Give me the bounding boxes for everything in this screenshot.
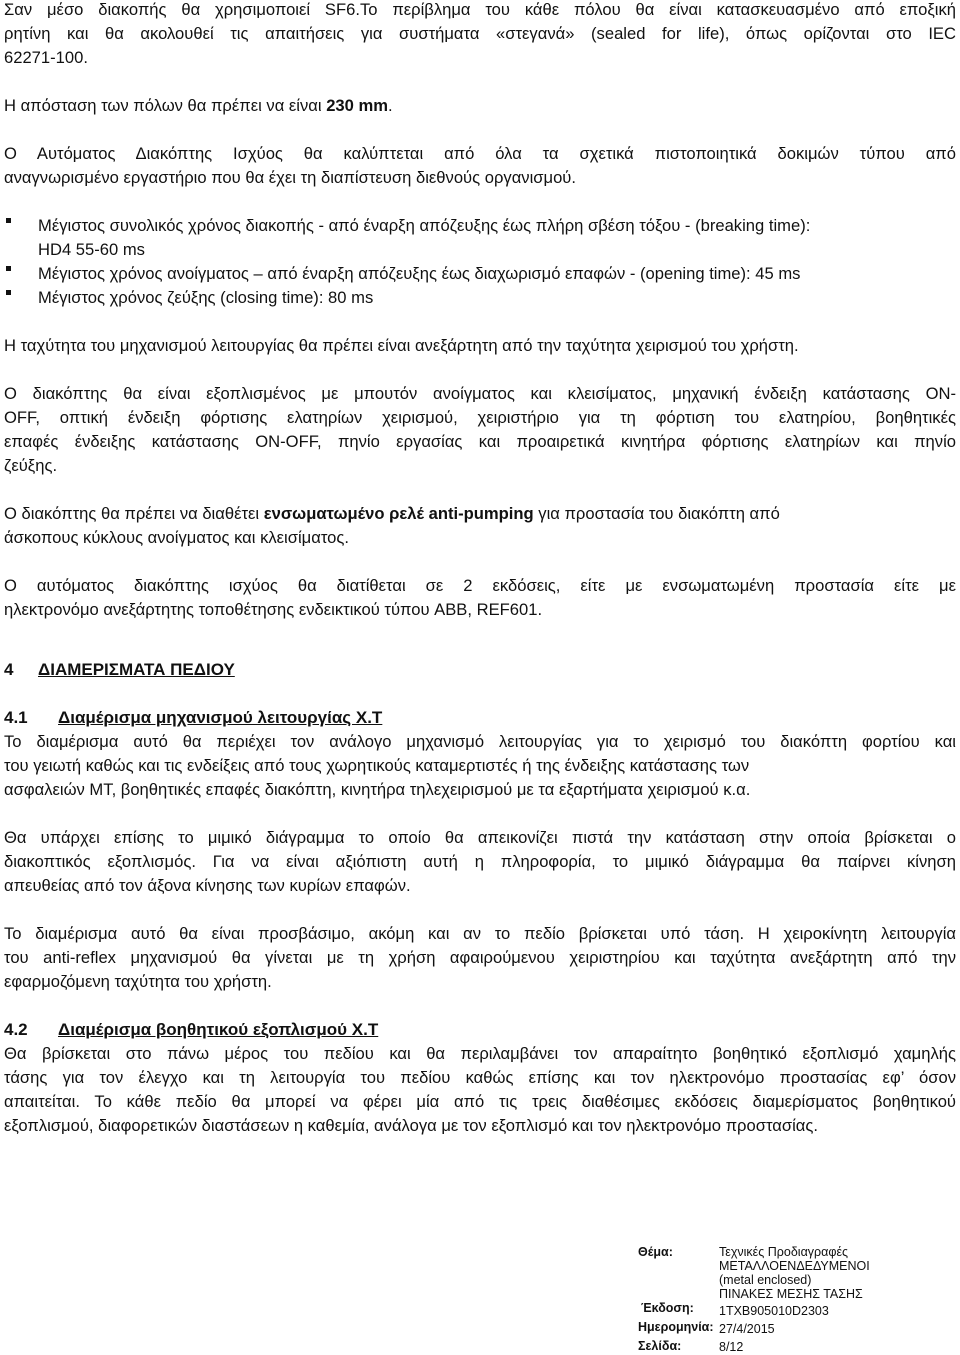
section-4-number: 4 bbox=[4, 660, 14, 679]
section-4-1-para1-line-1: Το διαμέρισμα αυτό θα περιέχει τον ανάλογο μηχανισμό λειτουργίας για το χειρισμό του διακόπτη φορτίου και bbox=[4, 732, 956, 751]
section-4-1-para2-line-2: διακοπτικός εξοπλισμός. Για να είναι αξιόπιστη αυτή η πληροφορία, το μιμικό διάγραμμα θα παίρνει κίνηση bbox=[4, 852, 956, 871]
footer-edition-value: 1TXB905010D2303 bbox=[719, 1304, 829, 1318]
bullet-breaking-time: Μέγιστος συνολικός χρόνος διακοπής - από έναρξη απόζευξης έως πλήρη σβέση τόξου - (breaking time): bbox=[38, 216, 811, 235]
section-4-1-title bbox=[58, 706, 382, 730]
bullet-marker-1 bbox=[6, 218, 11, 223]
paragraph-sf6-line-3: 62271-100. bbox=[4, 48, 88, 67]
anti-pumping-text-b: για προστασία του διακόπτη από bbox=[533, 504, 780, 523]
section-4-1-para3-line-1: Το διαμέρισμα αυτό θα είναι προσβάσιμο, ακόμη και αν το πεδίο βρίσκεται υπό τάση. Η χειροκίνητη λειτουργία bbox=[4, 924, 956, 943]
paragraph-versions-line-1: Ο αυτόματος διακόπτης ισχύος θα διατίθεται σε 2 εκδόσεις, είτε με ενσωματωμένη προστασία είτε με bbox=[4, 576, 956, 595]
bullet-marker-2 bbox=[6, 266, 11, 271]
footer-edition-label: Έκδοση: bbox=[641, 1301, 694, 1315]
paragraph-equipment-line-3: επαφές ένδειξης κατάστασης ON-OFF, πηνίο εργασίας και προαιρετικά κινητήρα φόρτισης ελατηρίων και πηνίο bbox=[4, 432, 956, 451]
paragraph-pole-distance bbox=[4, 94, 956, 118]
paragraph-equipment-line-2: OFF, οπτική ένδειξη φόρτισης ελατηρίων χειρισμού, χειριστήριο για τη φόρτιση του ελατηρίου, βοηθητικές bbox=[4, 408, 956, 427]
section-4-1-para2-line-1: Θα υπάρχει επίσης το μιμικό διάγραμμα το οποίο θα απεικονίζει πιστά την κατάσταση στην οποία βρίσκεται ο bbox=[4, 828, 956, 847]
paragraph-anti-pumping-line-1 bbox=[4, 502, 956, 526]
pole-distance-end: . bbox=[388, 96, 393, 115]
section-4-1-para3-line-2: του anti-reflex μηχανισμού θα γίνεται με τη χρήση αφαιρούμενου χειριστηρίου και ταχύτητα ανεξάρτητη από την bbox=[4, 948, 956, 967]
paragraph-certificates-line-1: Ο Αυτόματος Διακόπτης Ισχύος θα καλύπτεται από όλα τα σχετικά πιστοποιητικά δοκιμών τύπου από bbox=[4, 144, 956, 163]
section-4-title-text: ΔΙΑΜΕΡΙΣΜΑΤΑ ΠΕΔΙΟΥ bbox=[38, 660, 235, 679]
pole-distance-text: Η απόσταση των πόλων θα πρέπει να είναι bbox=[4, 96, 327, 115]
section-4-1-para1-line-2: του γειωτή καθώς και τις ενδείξεις από τους χωρητικούς καταμερτιστές ή της ένδειξης κατάστασης των bbox=[4, 756, 750, 775]
paragraph-sf6-line-1: Σαν μέσο διακοπής θα χρησιμοποιεί SF6.Το περίβλημα του κάθε πόλου θα είναι κατασκευασμένο από εποξική bbox=[4, 0, 956, 19]
section-4-1-number: 4.1 bbox=[4, 708, 28, 727]
bullet-breaking-time-value: HD4 55-60 ms bbox=[38, 240, 145, 259]
anti-pumping-bold: ενσωματωμένο ρελέ anti-pumping bbox=[263, 504, 534, 523]
section-4-1-para2-line-3: απευθείας από τον άξονα κίνησης των κυρίων επαφών. bbox=[4, 876, 411, 895]
section-4-2-number: 4.2 bbox=[4, 1020, 28, 1039]
section-4-2-para1-line-4: εξοπλισμού, διαφορετικών διαστάσεων η καθεμία, ανάλογα με τον εξοπλισμό και τον ηλεκτρονόμο προστασίας. bbox=[4, 1116, 818, 1135]
section-4-2-title-text: Διαμέρισμα βοηθητικού εξοπλισμού Χ.Τ bbox=[58, 1020, 379, 1039]
section-4-1-para3-line-3: εφαρμοζόμενη ταχύτητα του χρήστη. bbox=[4, 972, 272, 991]
section-4-1-para1-line-3: ασφαλειών ΜΤ, βοηθητικές επαφές διακόπτη, κινητήρα τηλεχειρισμού με τα εξαρτήματα χειρισμού κ.α. bbox=[4, 780, 751, 799]
bullet-closing-time: Μέγιστος χρόνος ζεύξης (closing time): 80 ms bbox=[38, 288, 374, 307]
footer-subject-line-3: (metal enclosed) bbox=[719, 1273, 812, 1287]
pole-distance-value: 230 mm bbox=[326, 96, 388, 115]
paragraph-versions-line-2: ηλεκτρονόμο ανεξάρτητης τοποθέτησης ενδεικτικού τύπου ABB, REF601. bbox=[4, 600, 543, 619]
section-4-1-title-text: Διαμέρισμα μηχανισμού λειτουργίας Χ.Τ bbox=[58, 708, 383, 727]
footer-date-label: Ημερομηνία: bbox=[638, 1320, 714, 1334]
paragraph-equipment-line-4: ζεύξης. bbox=[4, 456, 58, 475]
footer-subject-line-2: ΜΕΤΑΛΛΟΕΝΔΕΔΥΜΕΝΟΙ bbox=[719, 1259, 870, 1273]
paragraph-equipment-line-1: Ο διακόπτης θα είναι εξοπλισμένος με μπουτόν ανοίγματος και κλεισίματος, μηχανική ένδειξη κατάστασης ON- bbox=[4, 384, 956, 403]
footer-subject-label: Θέμα: bbox=[638, 1245, 673, 1259]
footer-subject-line-4: ΠΙΝΑΚΕΣ ΜΕΣΗΣ ΤΑΣΗΣ bbox=[719, 1287, 863, 1301]
section-4-2-para1-line-1: Θα βρίσκεται στο πάνω μέρος του πεδίου και θα περιλαμβάνει τον απαραίτητο βοηθητικό εξοπλισμό χαμηλής bbox=[4, 1044, 956, 1063]
footer-page-value: 8/12 bbox=[719, 1340, 744, 1354]
paragraph-mechanism-speed: Η ταχύτητα του μηχανισμού λειτουργίας θα πρέπει είναι ανεξάρτητη από την ταχύτητα χειρισμού του χρήστη. bbox=[4, 336, 799, 355]
bullet-opening-time: Μέγιστος χρόνος ανοίγματος – από έναρξη απόζευξης έως διαχωρισμό επαφών - (opening time): 45 ms bbox=[38, 264, 801, 283]
footer-date-value: 27/4/2015 bbox=[719, 1322, 775, 1336]
bullet-marker-3 bbox=[6, 290, 11, 295]
section-4-2-para1-line-3: απαιτείται. Το κάθε πεδίο θα μπορεί να φέρει μία από τις τρεις διαθέσιμες εκδόσεις διαμερίσματος βοηθητικού bbox=[4, 1092, 956, 1111]
section-4-title bbox=[38, 658, 235, 682]
paragraph-sf6-line-2: ρητίνη και θα ακολουθεί τις απαιτήσεις για συστήματα «στεγανά» (sealed for life), όπως ορίζονται στο IEC bbox=[4, 24, 956, 43]
paragraph-anti-pumping-line-2: άσκοπους κύκλους ανοίγματος και κλεισίματος. bbox=[4, 528, 349, 547]
paragraph-certificates-line-2: αναγνωρισμένο εργαστήριο που θα έχει τη διαπίστευση διεθνούς οργανισμού. bbox=[4, 168, 576, 187]
anti-pumping-text-a: Ο διακόπτης θα πρέπει να διαθέτει bbox=[4, 504, 264, 523]
section-4-2-para1-line-2: τάσης για τον έλεγχο και τη λειτουργία του πεδίου καθώς επίσης και τον ηλεκτρονόμο προστασίας εφ’ όσον bbox=[4, 1068, 956, 1087]
footer-page-label: Σελίδα: bbox=[638, 1339, 682, 1353]
section-4-2-title bbox=[58, 1018, 378, 1042]
footer-subject-line-1: Τεχνικές Προδιαγραφές bbox=[719, 1245, 849, 1259]
